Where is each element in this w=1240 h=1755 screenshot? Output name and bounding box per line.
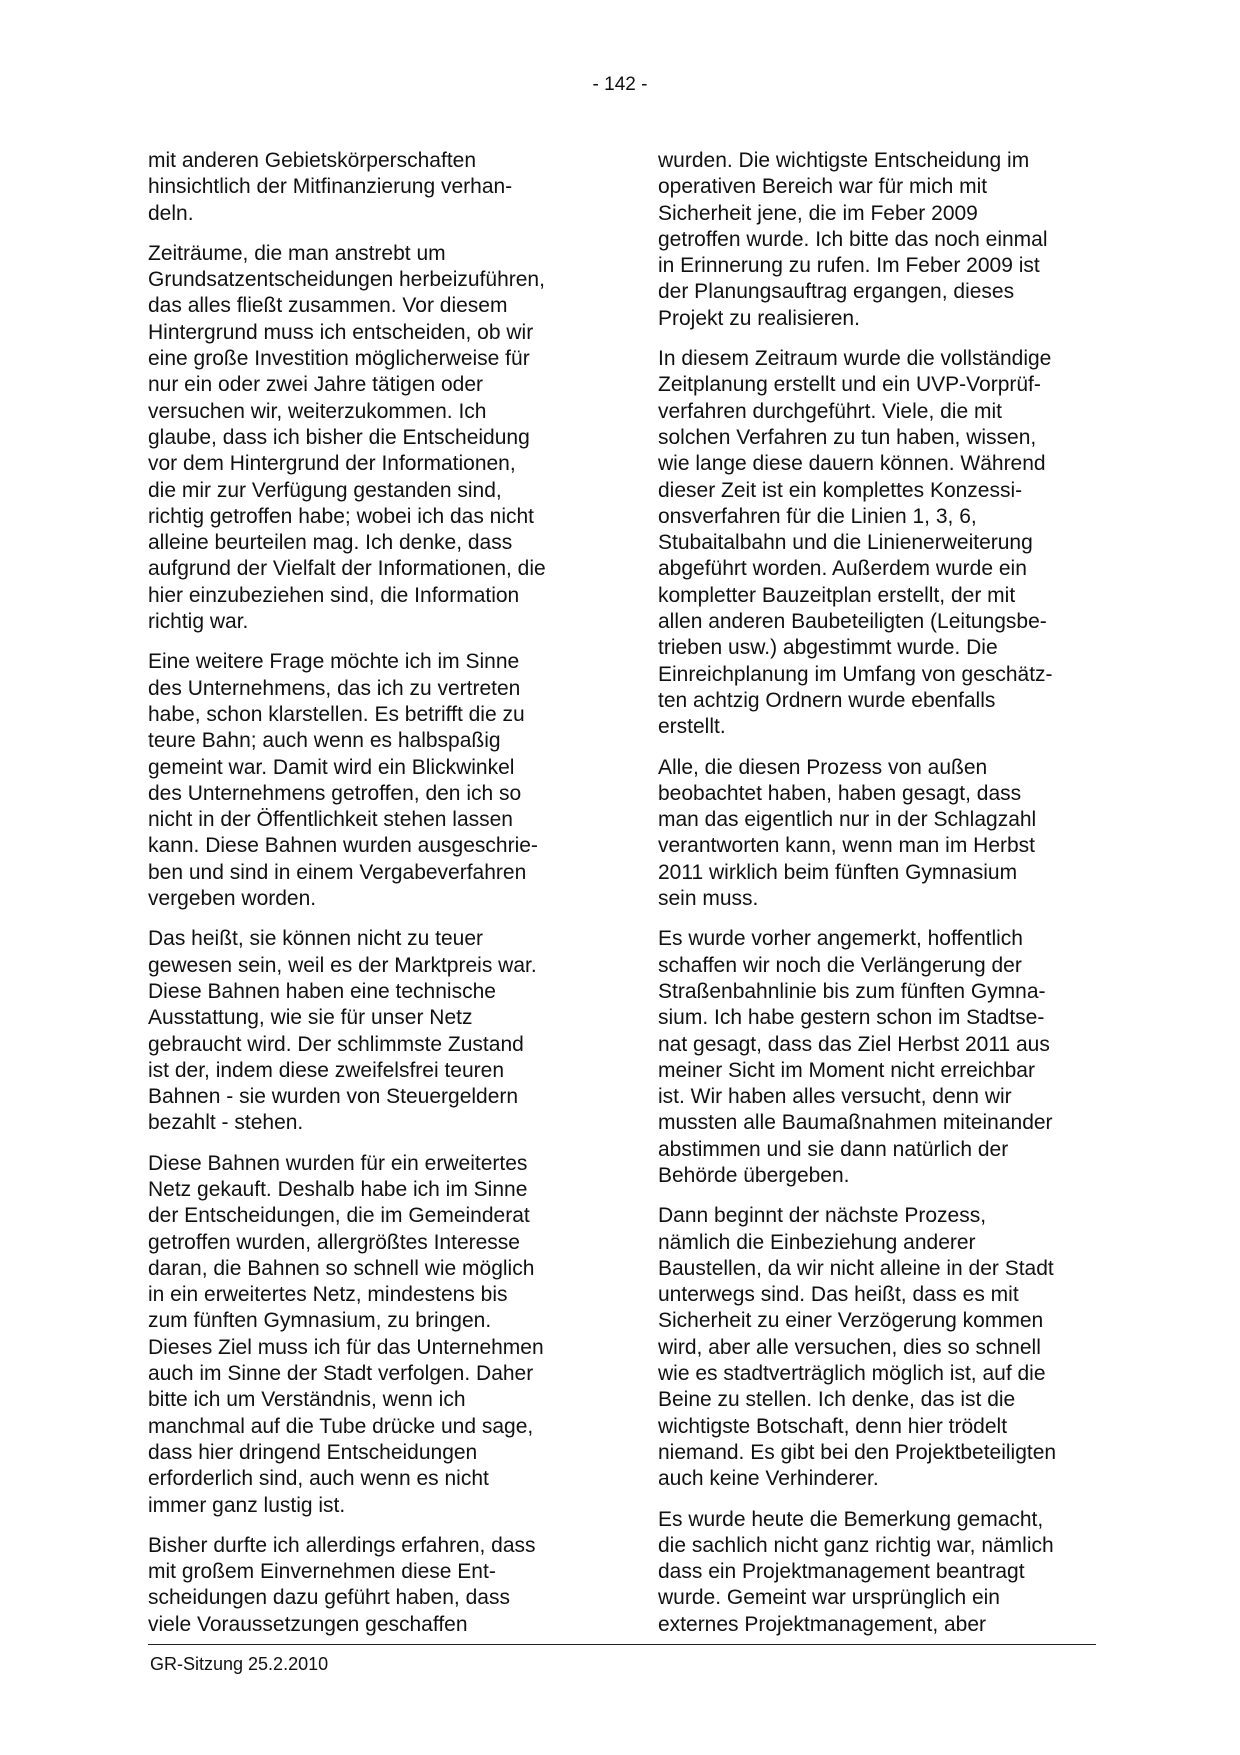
- paragraph: Dann beginnt der nächste Prozess, nämlich die Einbeziehung anderer Baustellen, da wir nicht alleine in der Stadt unterwegs sind. Das heißt, dass es mit Sicherheit zu einer Verzögerung kommen wird, aber alle versuchen, dies so schnell wie es stadtverträglich möglich ist, auf die Beine zu stellen. Ich denke, das ist die wichtigste Botschaft, denn hier trödelt niemand. Es gibt bei den Projektbeteiligten auch keine Verhinderer.: [658, 1204, 1057, 1491]
- paragraph: Eine weitere Frage möchte ich im Sinne des Unternehmens, das ich zu vertreten habe, schon klarstellen. Es betrifft die zu teure Bahn; auch wenn es halbspaßig gemeint war. Damit wird ein Blickwinkel des Unternehmens getroffen, den ich so nicht in der Öffentlichkeit stehen lassen kann. Diese Bahnen wurden ausgeschrie- ben und sind in einem Vergabeverfahren vergeben worden.: [148, 650, 538, 911]
- paragraph: Das heißt, sie können nicht zu teuer gewesen sein, weil es der Marktpreis war. Diese Bahnen haben eine technische Ausstattung, wie sie für unser Netz gebraucht wird. Der schlimmste Zustand ist der, indem diese zweifelsfrei teuren Bahnen - sie wurden von Steuergeldern bezahlt - stehen.: [148, 927, 537, 1135]
- footer-divider: [148, 1644, 1096, 1645]
- paragraph: Es wurde vorher angemerkt, hoffentlich schaffen wir noch die Verlängerung der Straßenbahnlinie bis zum fünften Gymna- sium. Ich habe gestern schon im Stadtse- nat gesagt, dass das Ziel Herbst 2011 aus meiner Sicht im Moment nicht erreichbar ist. Wir haben alles versucht, denn wir mussten alle Baumaßnahmen miteinander abstimmen und sie dann natürlich der Behörde übergeben.: [658, 927, 1053, 1187]
- paragraph: Zeiträume, die man anstrebt um Grundsatzentscheidungen herbeizuführen, das alles fließt zusammen. Vor diesem Hintergrund muss ich entscheiden, ob wir eine große Investition möglicherweise für nur ein oder zwei Jahre tätigen oder versuchen wir, weiterzukommen. Ich glaube, dass ich bisher die Entscheidung vor dem Hintergrund der Informationen, die mir zur Verfügung gestanden sind, richtig getroffen habe; wobei ich das nicht alleine beurteilen mag. Ich denke, dass aufgrund der Vielfalt der Informationen, die hier einzubeziehen sind, die Information richtig war.: [148, 241, 546, 634]
- paragraph: mit anderen Gebietskörperschaften hinsichtlich der Mitfinanzierung verhan- deln.: [148, 149, 513, 225]
- paragraph: Alle, die diesen Prozess von außen beobachtet haben, haben gesagt, dass man das eigentlich nur in der Schlagzahl verantworten kann, wenn man im Herbst 2011 wirklich beim fünften Gymnasium sein muss.: [658, 755, 1037, 911]
- page-number: - 142 -: [592, 74, 648, 95]
- left-column: [148, 148, 593, 1652]
- paragraph: Bisher durfte ich allerdings erfahren, dass mit großem Einvernehmen diese Ent- scheidungen dazu geführt haben, dass viele Voraussetzungen geschaffen: [148, 1533, 536, 1636]
- footer-text: GR-Sitzung 25.2.2010: [150, 1654, 329, 1674]
- paragraph: Es wurde heute die Bemerkung gemacht, die sachlich nicht ganz richtig war, nämlich dass ein Projektmanagement beantragt wurde. Gemeint war ursprünglich ein externes Projektmanagement, aber: [658, 1507, 1054, 1636]
- paragraph: Diese Bahnen wurden für ein erweitertes Netz gekauft. Deshalb habe ich im Sinne der Entscheidungen, die im Gemeinderat getroffen wurden, allergrößtes Interesse daran, die Bahnen so schnell wie möglich in ein erweitertes Netz, mindestens bis zum fünften Gymnasium, zu bringen. Dieses Ziel muss ich für das Unternehmen auch im Sinne der Stadt verfolgen. Daher bitte ich um Verständnis, wenn ich manchmal auf die Tube drücke und sage, dass hier dringend Entscheidungen erforderlich sind, auch wenn es nicht immer ganz lustig ist.: [148, 1151, 544, 1517]
- paragraph: wurden. Die wichtigste Entscheidung im operativen Bereich war für mich mit Sicherheit jene, die im Feber 2009 getroffen wurde. Ich bitte das noch einmal in Erinnerung zu rufen. Im Feber 2009 ist der Planungsauftrag ergangen, dieses Projekt zu realisieren.: [658, 149, 1048, 330]
- paragraph: In diesem Zeitraum wurde die vollständige Zeitplanung erstellt und ein UVP-Vorprüf- verfahren durchgeführt. Viele, die mit solchen Verfahren zu tun haben, wissen, wie lange diese dauern können. Während dieser Zeit ist ein komplettes Konzessi- onsverfahren für die Linien 1, 3, 6, Stubaitalbahn und die Linienerweiterung abgeführt worden. Außerdem wurde ein kompletter Bauzeitplan erstellt, der mit allen anderen Baubeteiligten (Leitungsbe- trieben usw.) abgestimmt wurde. Die Einreichplanung im Umfang von geschätz- ten achtzig Ordnern wurde ebenfalls erstellt.: [658, 347, 1053, 739]
- right-column: [658, 148, 1103, 1652]
